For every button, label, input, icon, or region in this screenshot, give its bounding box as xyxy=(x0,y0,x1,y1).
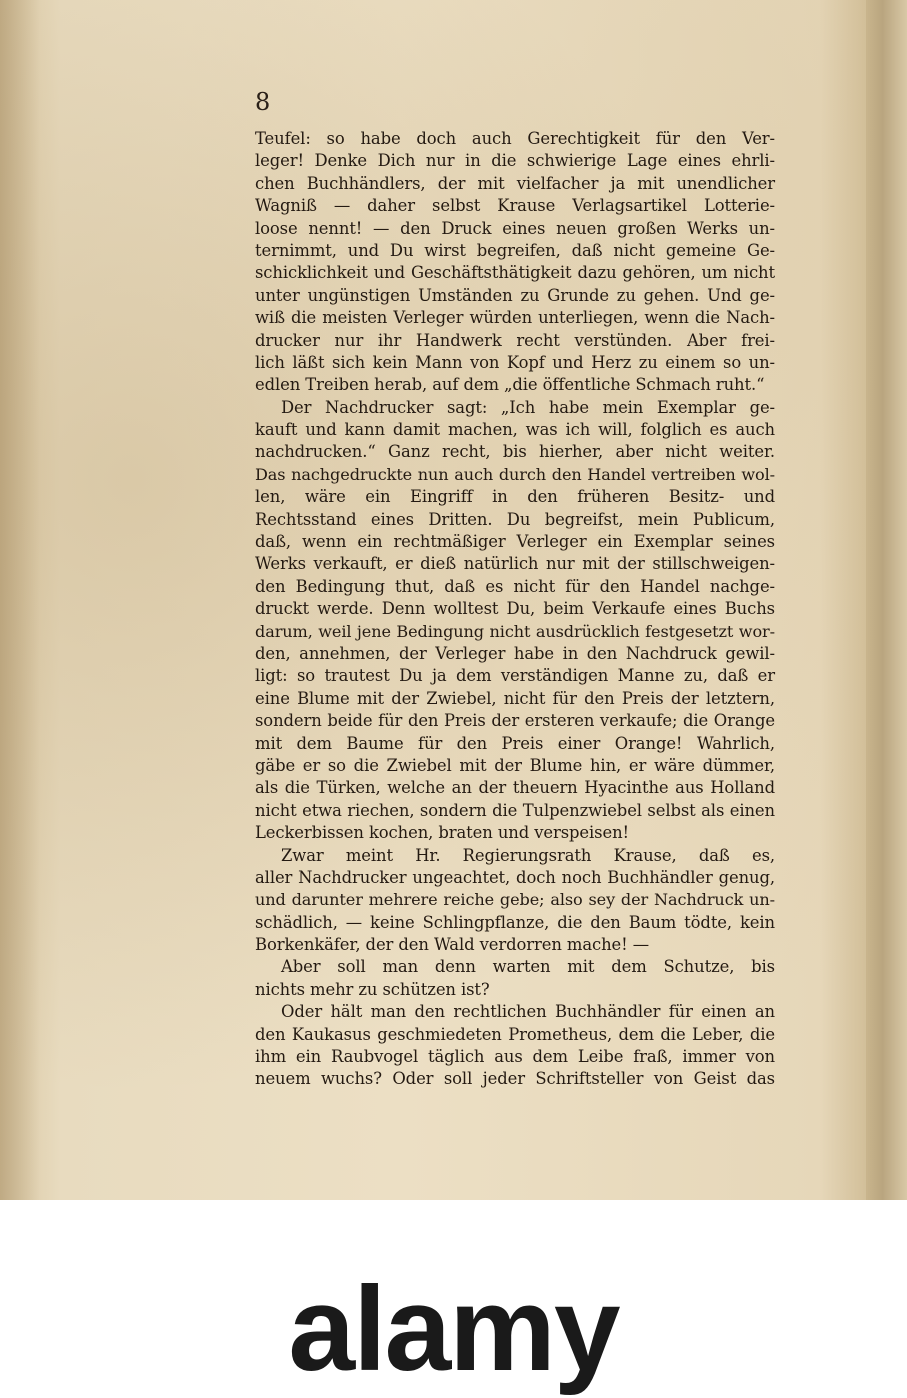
text-line: Der Nachdrucker sagt: „Ich habe mein Exemplar ge- xyxy=(281,397,775,417)
text-line: aller Nachdrucker ungeachtet, doch noch Buchhändler genug, xyxy=(255,867,775,887)
text-line: Zwar meint Hr. Regierungsrath Krause, daß es, xyxy=(281,845,775,865)
text-line: schädlich, — keine Schlingpflanze, die den Baum tödte, kein xyxy=(255,912,775,932)
text-line: Leckerbissen kochen, braten und verspeisen! xyxy=(255,823,630,843)
text-line: neuem wuchs? Oder soll jeder Schriftsteller von Geist das xyxy=(255,1069,775,1089)
text-line: gäbe er so die Zwiebel mit der Blume hin, er wäre dümmer, xyxy=(255,755,775,775)
text-line: Das nachgedruckte nun auch durch den Handel vertreiben wol- xyxy=(255,464,775,484)
body-text xyxy=(255,128,775,1091)
text-line: eine Blume mit der Zwiebel, nicht für den Preis der letztern, xyxy=(255,688,775,708)
page-stain xyxy=(0,0,40,1200)
watermark-logo: alamy xyxy=(288,1262,619,1396)
text-line: len, wäre ein Eingriff in den früheren Besitz- und xyxy=(255,487,775,507)
text-line: Rechtsstand eines Dritten. Du begreifst, mein Publicum, xyxy=(255,509,775,529)
text-line: nichts mehr zu schützen ist? xyxy=(255,979,490,999)
text-line: und darunter mehrere reiche gebe; also sey der Nachdruck un- xyxy=(255,890,775,910)
text-line: unter ungünstigen Umständen zu Grunde zu gehen. Und ge- xyxy=(255,285,775,305)
text-line: den, annehmen, der Verleger habe in den Nachdruck gewil- xyxy=(255,643,775,663)
text-line: lich läßt sich kein Mann von Kopf und Herz zu einem so un- xyxy=(255,352,775,372)
text-line: druckt werde. Denn wolltest Du, beim Verkaufe eines Buchs xyxy=(255,599,775,619)
page-edge xyxy=(866,0,907,1200)
text-line: nicht etwa riechen, sondern die Tulpenzwiebel selbst als einen xyxy=(255,800,775,820)
text-line: leger! Denke Dich nur in die schwierige Lage eines ehrli- xyxy=(255,151,775,171)
text-line: chen Buchhändlers, der mit vielfacher ja mit unendlicher xyxy=(255,173,775,193)
text-line: Oder hält man den rechtlichen Buchhändler für einen an xyxy=(281,1002,775,1022)
text-line: als die Türken, welche an der theuern Hyacinthe aus Holland xyxy=(255,778,775,798)
text-line: den Kaukasus geschmiedeten Prometheus, dem die Leber, die xyxy=(255,1024,775,1044)
text-line: darum, weil jene Bedingung nicht ausdrücklich festgesetzt wor- xyxy=(255,621,775,641)
text-line: kauft und kann damit machen, was ich will, folglich es auch xyxy=(255,420,775,440)
text-line: schicklichkeit und Geschäftsthätigkeit dazu gehören, um nicht xyxy=(255,263,775,283)
text-line: Teufel: so habe doch auch Gerechtigkeit für den Ver- xyxy=(255,129,775,148)
text-line: Aber soll man denn warten mit dem Schutze, bis xyxy=(281,957,775,977)
text-line: Werks verkauft, er dieß natürlich nur mit der stillschweigen- xyxy=(255,554,775,574)
text-line: Wagniß — daher selbst Krause Verlagsartikel Lotterie- xyxy=(255,196,775,216)
text-line: mit dem Baume für den Preis einer Orange! Wahrlich, xyxy=(255,733,775,753)
page-number: 8 xyxy=(255,88,271,116)
text-line: drucker nur ihr Handwerk recht verstünden. Aber frei- xyxy=(255,330,775,350)
text-line: sondern beide für den Preis der ersteren verkaufe; die Orange xyxy=(255,711,775,731)
text-line: ligt: so trautest Du ja dem verständigen Manne zu, daß er xyxy=(255,666,775,686)
text-line: loose nennt! — den Druck eines neuen großen Werks un- xyxy=(255,218,775,238)
text-line: den Bedingung thut, daß es nicht für den Handel nachge- xyxy=(255,576,775,596)
text-line: wiß die meisten Verleger würden unterliegen, wenn die Nach- xyxy=(255,308,775,328)
text-line: edlen Treiben herab, auf dem „die öffentliche Schmach ruht.“ xyxy=(255,375,765,395)
text-line: daß, wenn ein rechtmäßiger Verleger ein Exemplar seines xyxy=(255,532,775,552)
text-line: ternimmt, und Du wirst begreifen, daß nicht gemeine Ge- xyxy=(255,240,775,260)
text-line: nachdrucken.“ Ganz recht, bis hierher, aber nicht weiter. xyxy=(255,442,775,462)
text-line: ihm ein Raubvogel täglich aus dem Leibe fraß, immer von xyxy=(255,1047,775,1067)
text-line: Borkenkäfer, der den Wald verdorren mache! — xyxy=(255,935,650,955)
